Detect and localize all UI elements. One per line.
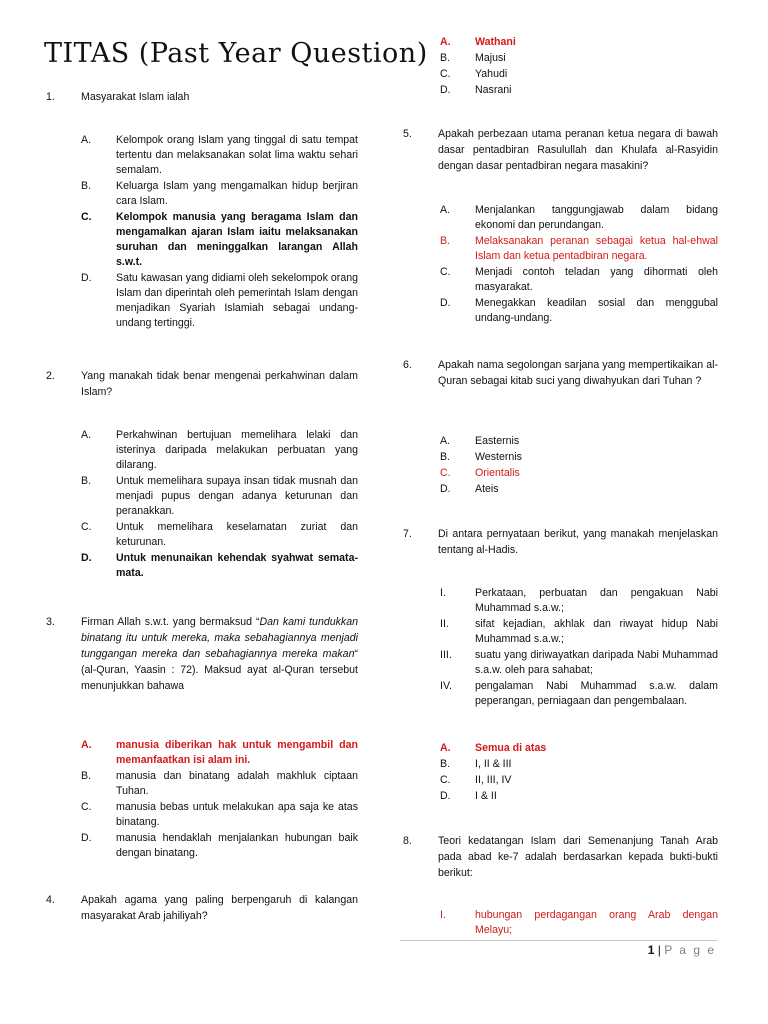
page-title: TITAS (Past Year Question) (44, 38, 428, 69)
question-4 (46, 892, 358, 924)
option-d: D. manusia hendaklah menjalankan hubungan baik dengan binatang. (81, 832, 358, 859)
option-a: A. Kelompok orang Islam yang tinggal di satu tempat tertentu dan melaksanakan solat lima waktu sehari semalam. (81, 134, 358, 176)
option-a: A. Semua di atas (440, 742, 547, 754)
option-d: D. Menegakkan keadilan sosial dan menggubal undang-undang. (440, 297, 718, 324)
option-a: A. Menjalankan tanggungjawab dalam bidang ekonomi dan perundangan. (440, 204, 718, 231)
question-8 (403, 833, 718, 881)
question-1-options (81, 133, 358, 331)
question-number: 8. (403, 835, 412, 847)
question-text: Teori kedatangan Islam dari Semenanjung Tanah Arab pada abad ke-7 adalah berdasarkan kepada bukti-bukti berikut: (438, 835, 718, 879)
footer-divider (400, 940, 718, 941)
question-1 (46, 89, 358, 105)
statement-iii: III. suatu yang diriwayatkan daripada Nabi Muhammad s.a.w. oleh para sahabat; (440, 649, 718, 676)
option-c: C. Untuk memelihara keselamatan zuriat dan keturunan. (81, 521, 358, 548)
question-text: Apakah perbezaan utama peranan ketua negara di bawah dasar pentadbiran Rasulullah dan Khulafa al-Rasyidin dengan dasar pentadbiran negara masakini? (438, 128, 718, 172)
question-7-options (440, 741, 640, 804)
option-b: B. Melaksanakan peranan sebagai ketua hal-ehwal Islam dan ketua pentadbiran negara. (440, 235, 718, 262)
question-2 (46, 368, 358, 400)
option-b: B. I, II & III (440, 758, 512, 770)
option-d: D. I & II (440, 790, 497, 802)
question-4-options (440, 35, 640, 98)
question-3-options (81, 738, 358, 861)
question-2-options (81, 428, 358, 581)
question-8-statements (440, 908, 718, 938)
option-d: D. Nasrani (440, 84, 512, 96)
question-number: 6. (403, 359, 412, 371)
question-3 (46, 614, 358, 694)
question-text: Yang manakah tidak benar mengenai perkahwinan dalam Islam? (81, 370, 358, 398)
question-number: 7. (403, 528, 412, 540)
option-a: A. manusia diberikan hak untuk mengambil dan memanfaatkan isi alam ini. (81, 739, 358, 766)
question-6-options (440, 434, 640, 497)
question-5-options (440, 203, 718, 326)
option-b: B. Keluarga Islam yang mengamalkan hidup berjiran cara Islam. (81, 180, 358, 207)
option-c: C. II, III, IV (440, 774, 512, 786)
question-text: Apakah nama segolongan sarjana yang mempertikaikan al-Quran sebagai kitab suci yang diwahyukan dari Tuhan ? (438, 359, 718, 387)
statement-i: I. hubungan perdagangan orang Arab dengan Melayu; (440, 909, 718, 936)
footer-separator: | (657, 943, 661, 957)
option-c: C. Orientalis (440, 467, 520, 479)
question-7 (403, 526, 718, 558)
question-6 (403, 357, 718, 389)
question-text: Di antara pernyataan berikut, yang manakah menjelaskan tentang al-Hadis. (438, 528, 718, 556)
option-b: B. Westernis (440, 451, 522, 463)
option-a: A. Perkahwinan bertujuan memelihara lelaki dan isterinya daripada melakukan perbuatan yang dilarang. (81, 429, 358, 471)
option-b: B. Untuk memelihara supaya insan tidak musnah dan menjadi pupus dengan adanya keturunan dan peranakkan. (81, 475, 358, 517)
statement-ii: II. sifat kejadian, akhlak dan riwayat hidup Nabi Muhammad s.a.w.; (440, 618, 718, 645)
question-text: Masyarakat Islam ialah (81, 91, 190, 103)
page-number: 1 (647, 943, 655, 957)
option-d: D. Untuk menunaikan kehendak syahwat semata-mata. (81, 552, 358, 579)
option-d: D. Satu kawasan yang didiami oleh sekelompok orang Islam dan diperintah oleh pemerintah Islam dengan menjadikan Syariah Islamiah sebagai undang-undang tertinggi. (81, 272, 358, 329)
statement-i: I. Perkataan, perbuatan dan pengakuan Nabi Muhammad s.a.w.; (440, 587, 718, 614)
option-d: D. Ateis (440, 483, 499, 495)
option-c: C. Menjadi contoh teladan yang dihormati oleh masyarakat. (440, 266, 718, 293)
question-number: 5. (403, 128, 412, 140)
statement-iv: IV. pengalaman Nabi Muhammad s.a.w. dalam peperangan, perniagaan dan pengembalaan. (440, 680, 718, 707)
question-7-statements (440, 586, 718, 709)
option-b: B. Majusi (440, 52, 506, 64)
question-5 (403, 126, 718, 174)
question-number: 4. (46, 894, 55, 906)
option-c: C. manusia bebas untuk melakukan apa saja ke atas binatang. (81, 801, 358, 828)
page-label: P a g e (664, 943, 716, 957)
question-text: Apakah agama yang paling berpengaruh di kalangan masyarakat Arab jahiliyah? (81, 894, 358, 922)
option-c: C. Kelompok manusia yang beragama Islam dan mengamalkan ajaran Islam iaitu melaksanakan suruhan dan meninggalkan larangan Allah s.w.t. (81, 211, 358, 268)
question-number: 1. (46, 91, 55, 103)
question-number: 2. (46, 370, 55, 382)
option-a: A. Wathani (440, 36, 516, 48)
option-c: C. Yahudi (440, 68, 508, 80)
page-footer (648, 943, 716, 957)
question-number: 3. (46, 616, 55, 628)
question-text: Firman Allah s.w.t. yang bermaksud “Dan kami tundukkan binatang itu untuk mereka, maka sebahagiannya menjadi tunggangan mereka dan sebahagiannya mereka makan“ (al-Quran, Yaasin : 72). Maksud ayat al-Quran tersebut menunjukkan bahawa (81, 616, 358, 692)
option-a: A. Easternis (440, 435, 520, 447)
option-b: B. manusia dan binatang adalah makhluk ciptaan Tuhan. (81, 770, 358, 797)
